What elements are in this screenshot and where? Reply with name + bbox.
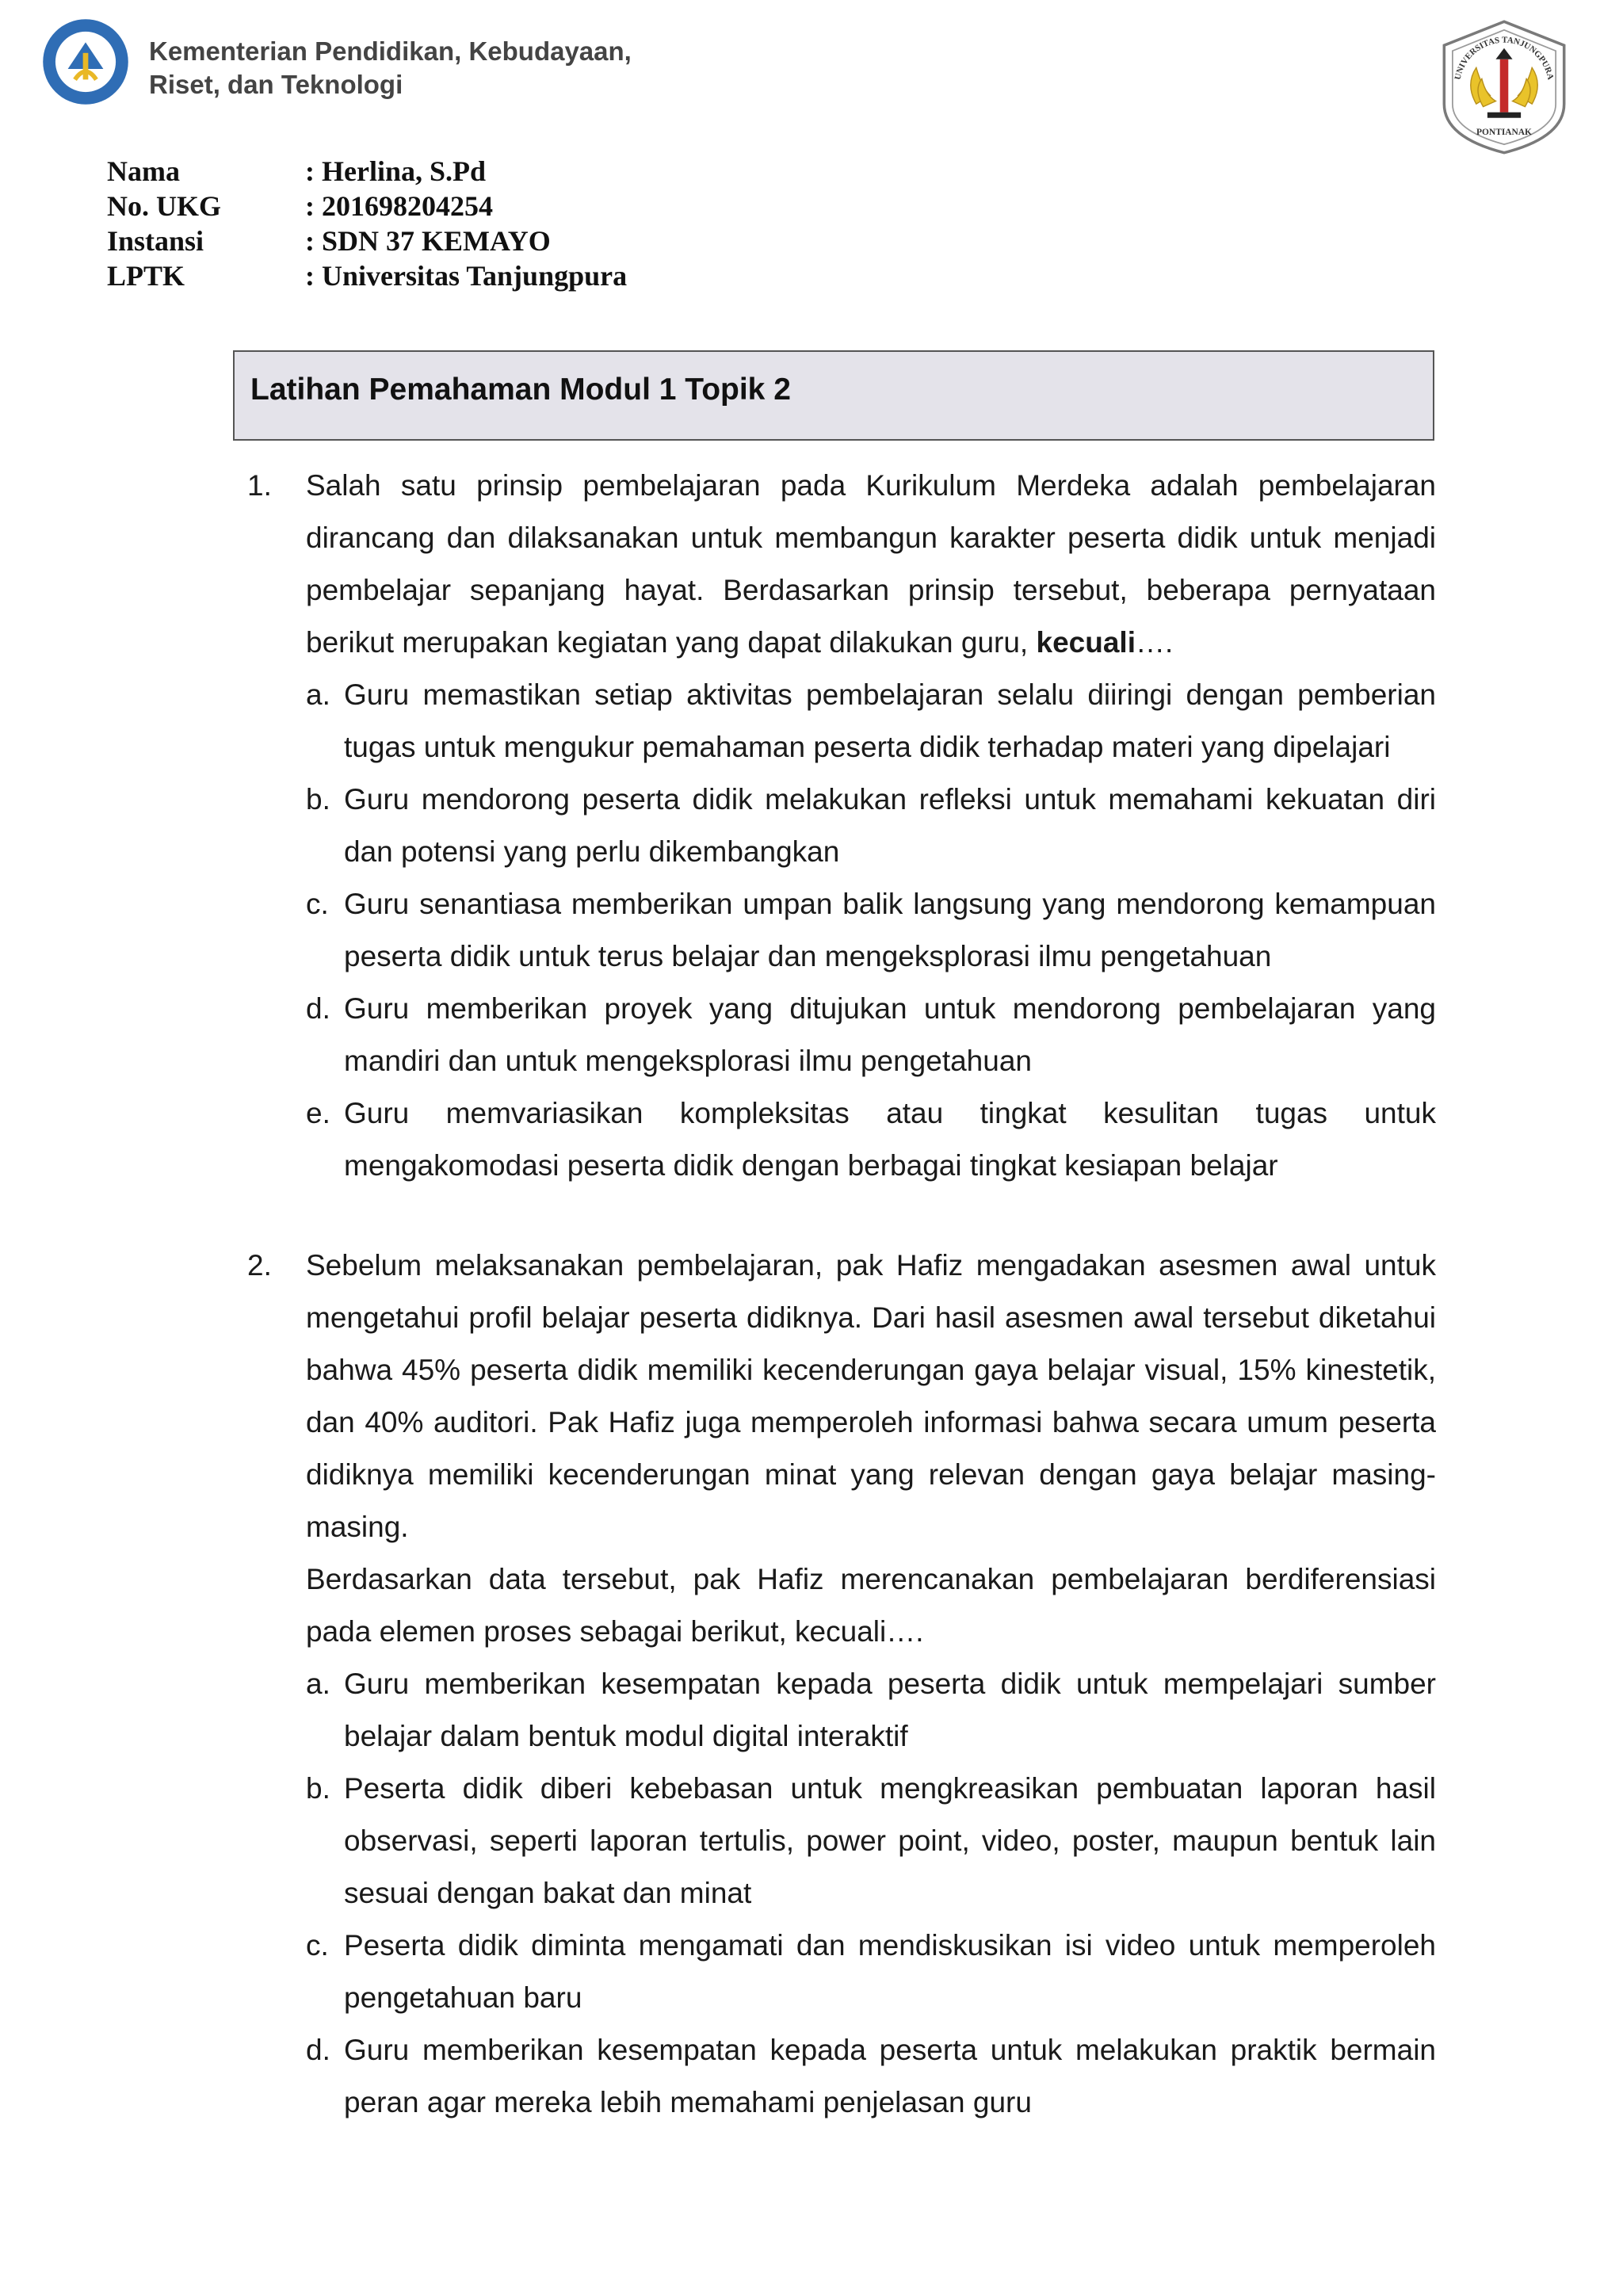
option-letter: d. [306,2034,330,2066]
option-letter: a. [306,1668,330,1700]
question-number: 1. [247,469,272,502]
identity-value: : 201698204254 [305,190,493,222]
universitas-tanjungpura-seal-icon [1434,17,1574,157]
question-stem-emphasis: kecuali [1036,626,1136,659]
page-title: Latihan Pemahaman Modul 1 Topik 2 [250,372,791,407]
identity-block [107,154,627,293]
identity-row-name [107,154,627,189]
identity-row-ukg [107,189,627,223]
option-b[interactable] [306,1763,1436,1920]
identity-value: : SDN 37 KEMAYO [305,225,551,257]
option-text: Guru memastikan setiap aktivitas pembelajaran selalu diiringi dengan pemberian tugas untuk mengukur pemahaman peserta didik terhadap materi yang dipelajari [344,678,1436,763]
title-box [233,350,1434,441]
ministry-line-2: Riset, dan Teknologi [149,70,403,99]
ministry-line-1: Kementerian Pendidikan, Kebudayaan, [149,36,632,66]
option-c[interactable] [306,878,1436,983]
identity-value: : Universitas Tanjungpura [305,260,628,292]
identity-label: LPTK [107,260,185,292]
option-letter: c. [306,888,329,920]
seal-text-top: UNIVERSITAS TANJUNGPURA [1453,35,1556,81]
option-letter: b. [306,1772,330,1805]
option-text: Guru memberikan kesempatan kepada peserta untuk melakukan praktik bermain peran agar mereka lebih memahami penjelasan guru [344,2034,1436,2118]
seal-text-bottom: PONTIANAK [1476,127,1532,137]
option-d[interactable] [306,2024,1436,2129]
tut-wuri-handayani-logo-icon [41,17,130,106]
question-stem [306,460,1436,669]
question-stem [306,1240,1436,1658]
option-text: Peserta didik diberi kebebasan untuk mengkreasikan pembuatan laporan hasil observasi, seperti laporan tertulis, power point, video, poster, maupun bentuk lain sesuai dengan bakat dan minat [344,1772,1436,1909]
option-text: Guru senantiasa memberikan umpan balik langsung yang mendorong kemampuan peserta didik untuk terus belajar dan mengeksplorasi ilmu pengetahuan [344,888,1436,972]
option-letter: c. [306,1929,329,1962]
option-a[interactable] [306,1658,1436,1763]
identity-label: Instansi [107,225,204,257]
answer-mark-circle [306,669,330,721]
option-c[interactable] [306,1920,1436,2024]
option-letter: a. [306,678,330,711]
option-d[interactable] [306,983,1436,1087]
option-letter: e. [306,1097,330,1129]
option-e[interactable] [306,1087,1436,1192]
identity-value: : Herlina, S.Pd [305,155,487,187]
question-2 [247,1240,1436,2129]
question-number: 2. [247,1249,272,1282]
question-stem-paragraph: Sebelum melaksanakan pembelajaran, pak Hafiz mengadakan asesmen awal untuk mengetahui profil belajar peserta didiknya. Dari hasil asesmen awal tersebut diketahui bahwa 45% peserta didik memiliki kecenderungan gaya belajar visual, 15% kinestetik, dan 40% auditori. Pak Hafiz juga memperoleh informasi bahwa secara umum peserta didiknya memiliki kecenderungan minat yang relevan dengan gaya belajar masing-masing. [306,1249,1436,1543]
answer-mark-circle [306,1763,330,1815]
option-text: Guru mendorong peserta didik melakukan refleksi untuk memahami kekuatan diri dan potensi yang perlu dikembangkan [344,783,1436,868]
identity-row-instansi [107,223,627,258]
question-stem-paragraph: Berdasarkan data tersebut, pak Hafiz merencanakan pembelajaran berdiferensiasi pada elemen proses sebagai berikut, kecuali…. [306,1563,1436,1648]
option-text: Guru memberikan proyek yang ditujukan untuk mendorong pembelajaran yang mandiri dan untuk mengeksplorasi ilmu pengetahuan [344,992,1436,1077]
option-text: Peserta didik diminta mengamati dan mendiskusikan isi video untuk memperoleh pengetahuan baru [344,1929,1436,2014]
option-a[interactable] [306,669,1436,774]
option-b[interactable] [306,774,1436,878]
identity-row-lptk [107,258,627,293]
identity-label: Nama [107,155,180,187]
option-letter: d. [306,992,330,1025]
question-stem-text: Salah satu prinsip pembelajaran pada Kurikulum Merdeka adalah pembelajaran dirancang dan dilaksanakan untuk membangun karakter peserta didik untuk menjadi pembelajar sepanjang hayat. Berdasarkan prinsip tersebut, beberapa pernyataan berikut merupakan kegiatan yang dapat dilakukan guru, [306,469,1436,659]
ministry-name [149,35,632,101]
option-text: Guru memberikan kesempatan kepada peserta didik untuk mempelajari sumber belajar dalam bentuk modul digital interaktif [344,1668,1436,1752]
identity-label: No. UKG [107,190,221,222]
question-1 [247,460,1436,1192]
option-letter: b. [306,783,330,816]
question-stem-ellipsis: …. [1135,626,1174,659]
option-text: Guru memvariasikan kompleksitas atau tingkat kesulitan tugas untuk mengakomodasi peserta didik dengan berbagai tingkat kesiapan belajar [344,1097,1436,1182]
